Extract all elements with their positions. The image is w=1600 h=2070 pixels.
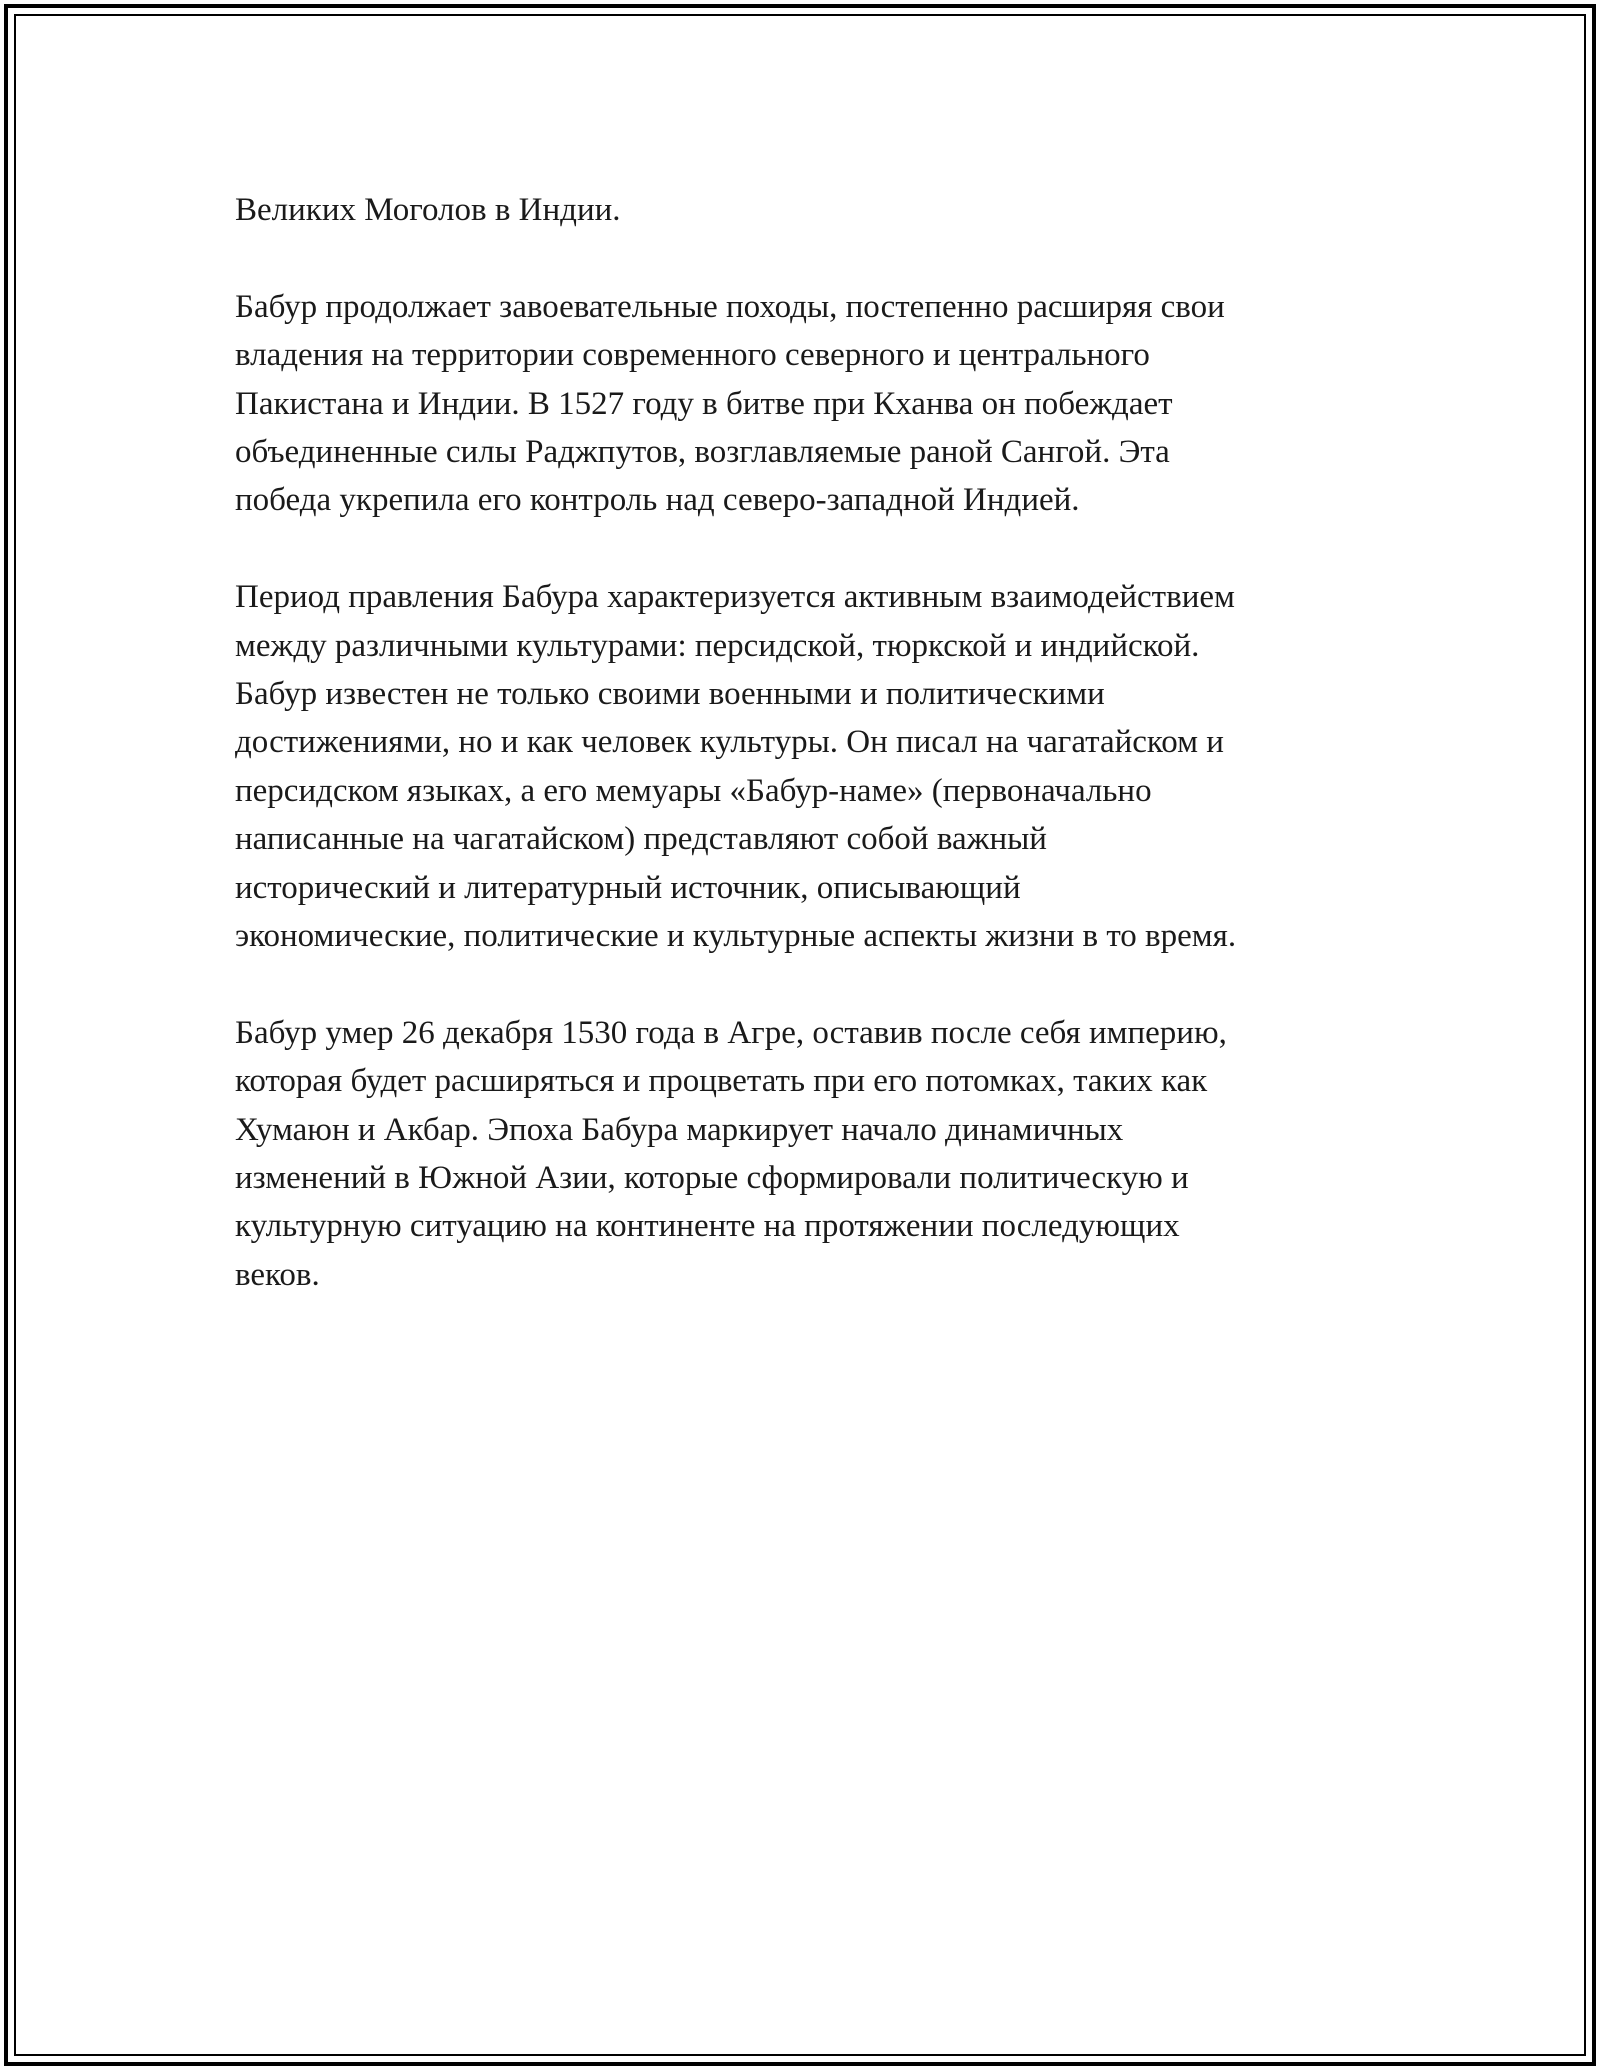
text-line: объединенные силы Раджпутов, возглавляемые раной Сангой. Эта [235, 434, 1170, 471]
text-line: Период правления Бабура характеризуется активным взаимодействием [235, 579, 1235, 616]
text-line: Бабур умер 26 декабря 1530 года в Агре, оставив после себя империю, [235, 1014, 1227, 1051]
text-line: Хумаюн и Акбар. Эпоха Бабура маркирует начало динамичных [235, 1111, 1124, 1148]
text-line: владения на территории современного северного и центрального [235, 337, 1150, 374]
paragraph-3 [235, 573, 1365, 960]
text-line: победа укрепила его контроль над северо-западной Индией. [235, 482, 1080, 519]
text-line: культурную ситуацию на континенте на протяжении последующих [235, 1208, 1180, 1245]
text-line: которая будет расширяться и процветать при его потомках, таких как [235, 1063, 1208, 1100]
paragraph-1 [235, 186, 1365, 234]
paragraph-2 [235, 283, 1365, 525]
text-line: Бабур известен не только своими военными и политическими [235, 676, 1105, 713]
text-line: достижениями, но и как человек культуры. Он писал на чагатайском и [235, 724, 1224, 761]
text-line: написанные на чагатайском) представляют собой важный [235, 821, 1047, 858]
text-line: Бабур продолжает завоевательные походы, постепенно расширяя свои [235, 288, 1225, 325]
text-line: персидском языках, а его мемуары «Бабур-наме» (первоначально [235, 772, 1152, 809]
paragraph-4 [235, 1009, 1365, 1299]
text-line: исторический и литературный источник, описывающий [235, 869, 1021, 906]
text-line: между различными культурами: персидской, тюркской и индийской. [235, 627, 1200, 664]
text-line: изменений в Южной Азии, которые сформировали политическую и [235, 1160, 1189, 1197]
text-line: Великих Моголов в Индии. [235, 192, 621, 228]
text-line: Пакистана и Индии. В 1527 году в битве при Кханва он побеждает [235, 385, 1173, 422]
text-line: веков. [235, 1256, 320, 1293]
document-body [235, 186, 1365, 1348]
text-line: экономические, политические и культурные аспекты жизни в то время. [235, 918, 1237, 955]
